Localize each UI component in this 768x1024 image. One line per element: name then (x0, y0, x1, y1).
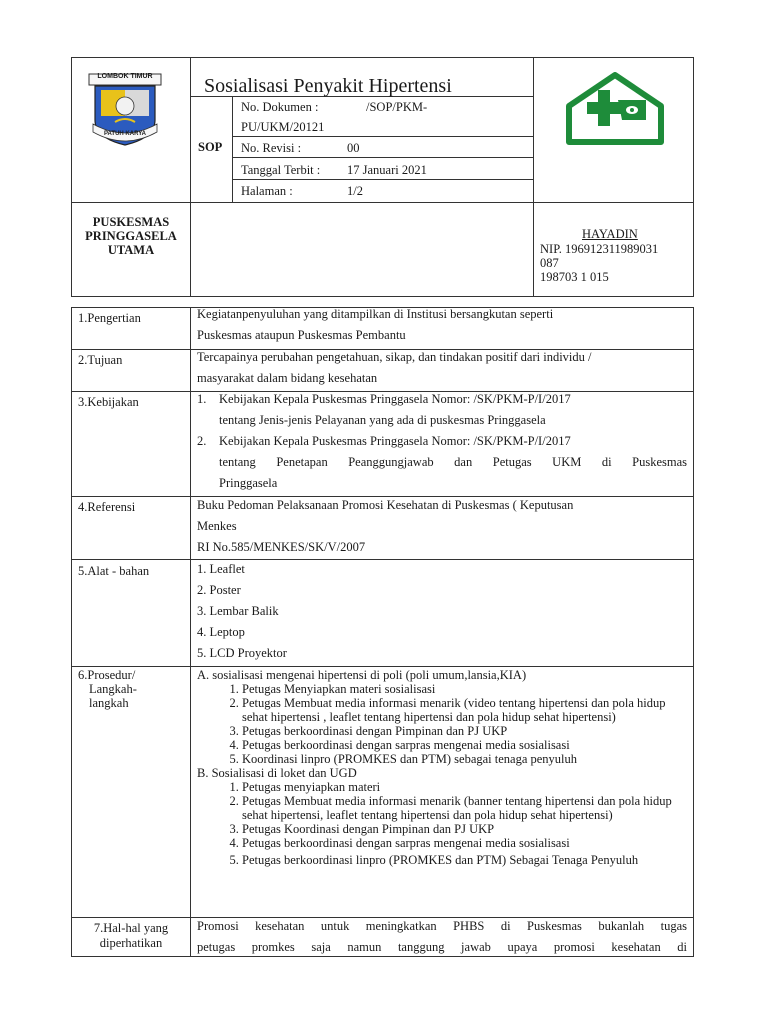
puskesmas-logo (566, 72, 664, 146)
alat-item-1: 1. Leaflet (197, 562, 245, 576)
org-name-line-1: PUSKESMAS (92, 215, 170, 229)
body-pengertian (197, 304, 687, 346)
tujuan-line-2: masyarakat dalam bidang kesehatan (197, 371, 378, 385)
label-prosedur (78, 668, 137, 710)
pengertian-line-2: Puskesmas ataupun Puskesmas Pembantu (197, 328, 406, 342)
sop-divider (232, 96, 233, 203)
meta-tanggal-key: Tanggal Terbit : (241, 163, 321, 177)
prosedur-a-list (197, 682, 689, 766)
body-alat-bahan (197, 559, 687, 664)
hal-label-line-2: diperhatikan (99, 936, 163, 950)
meta-doc-key: No. Dokumen : (241, 100, 319, 114)
meta-revisi-value: 00 (347, 141, 360, 155)
prosedur-label-line-1: 6.Prosedur/ (78, 668, 136, 682)
prosedur-a-item: 3. Petugas berkoordinasi dengan Pimpinan dan PJ UKP (242, 724, 689, 738)
header-border-mid (71, 202, 694, 203)
alat-item-2: 2. Poster (197, 583, 241, 597)
prosedur-b-item: 5. Petugas berkoordinasi linpro (PROMKES dan PTM) Sebagai Tenaga Penyuluh (242, 850, 689, 871)
body-referensi (197, 495, 687, 558)
emblem-bottom-text: PATUH KARYA (103, 131, 146, 137)
prosedur-b-item: 3. Petugas Koordinasi dengan Pimpinan dan PJ UKP (242, 822, 689, 836)
org-name-line-3: UTAMA (107, 243, 155, 257)
meta-tanggal-value: 17 Januari 2021 (347, 163, 427, 177)
signatory-name: HAYADIN (582, 227, 638, 241)
meta-doc-continuation: PU/UKM/20121 (241, 120, 325, 134)
alat-item-4: 4. Leptop (197, 625, 245, 639)
referensi-line-3: RI No.585/MENKES/SK/V/2007 (197, 540, 366, 554)
body-border-right (693, 307, 694, 957)
org-name-line-2: PRINGGASELA (85, 229, 177, 243)
row-divider-5 (71, 666, 694, 667)
body-hal (197, 916, 687, 958)
header-border-top (71, 57, 694, 58)
prosedur-a-item: 1. Petugas Menyiapkan materi sosialisasi (242, 682, 689, 696)
label-alat-bahan: 5.Alat - bahan (78, 564, 150, 578)
meta-divider-2 (232, 157, 534, 158)
tujuan-line-1: Tercapainya perubahan pengetahuan, sikap, dan tindakan positif dari individu / (197, 350, 592, 364)
meta-revisi-key: No. Revisi : (241, 141, 302, 155)
hal-line-1: Promosi kesehatan untuk meningkatkan PHBS di Puskesmas bukanlah tugas (197, 919, 687, 933)
label-pengertian: 1.Pengertian (78, 311, 141, 325)
meta-halaman-key: Halaman : (241, 184, 293, 198)
prosedur-b-item: 4. Petugas berkoordinasi dengan sarpras mengenai media sosialisasi (242, 836, 689, 850)
puskesmas-cross-icon (566, 72, 664, 146)
alat-item-5: 5. LCD Proyektor (197, 646, 287, 660)
header-col1-divider (190, 57, 191, 297)
referensi-line-1: Buku Pedoman Pelaksanaan Promosi Kesehatan di Puskesmas ( Keputusan (197, 498, 574, 512)
kebijakan-item-2-number: 2. (197, 434, 207, 448)
prosedur-a-item: 4. Petugas berkoordinasi dengan sarpras mengenai media sosialisasi (242, 738, 689, 752)
hal-label-line-1: 7.Hal-hal yang (93, 921, 169, 935)
label-hal (72, 921, 190, 951)
lombok-timur-emblem (87, 72, 163, 148)
document-title: Sosialisasi Penyakit Hipertensi (204, 75, 452, 97)
prosedur-a-item: 2. Petugas Membuat media informasi menarik (video tentang hipertensi dan pola hidup sehat hipertensi , leaflet tentang hipertensi dan pola hidup sehat hipertensi) (242, 696, 689, 724)
prosedur-b-heading: B. Sosialisasi di loket dan UGD (197, 766, 357, 780)
nip-line-3: 198703 1 015 (540, 270, 609, 284)
body-tujuan (197, 347, 687, 389)
kebijakan-item-1-number: 1. (197, 392, 207, 406)
kebijakan-item-2 (197, 431, 687, 494)
sop-label: SOP (198, 140, 223, 154)
emblem-top-text: LOMBOK TIMUR (97, 73, 153, 80)
alat-item-3: 3. Lembar Balik (197, 604, 279, 618)
hal-line-2: petugas promkes saja namun tanggung jawab upaya promosi kesehatan di (197, 940, 687, 954)
kebijakan-item-1-line-2: tentang Jenis-jenis Pelayanan yang ada di puskesmas Pringgasela (219, 413, 546, 427)
prosedur-a-heading: A. sosialisasi mengenai hipertensi di poli (poli umum,lansia,KIA) (197, 668, 527, 682)
body-col-divider (190, 307, 191, 957)
kebijakan-item-2-line-2: tentang Penetapan Peanggungjawab dan Petugas UKM di Puskesmas (219, 455, 687, 469)
kebijakan-item-2-line-1: Kebijakan Kepala Puskesmas Pringgasela Nomor: /SK/PKM-P/I/2017 (219, 434, 571, 448)
kebijakan-item-2-line-3: Pringgasela (219, 476, 278, 490)
prosedur-label-line-2: Langkah- (89, 682, 137, 696)
prosedur-b-list (197, 780, 689, 871)
kebijakan-item-1 (197, 389, 687, 431)
org-name (72, 215, 190, 257)
meta-divider-1 (232, 136, 534, 137)
pengertian-line-1: Kegiatanpenyuluhan yang ditampilkan di Institusi bersangkutan seperti (197, 307, 554, 321)
header-border-right (693, 57, 694, 297)
meta-divider-3 (232, 179, 534, 180)
prosedur-b-item: 2. Petugas Membuat media informasi menarik (banner tentang hipertensi dan pola hidup sehat hipertensi, leaflet tentang hipertensi dan pola hidup sehat hipertensi) (242, 794, 689, 822)
meta-doc-value: /SOP/PKM- (366, 100, 428, 114)
meta-halaman-value: 1/2 (347, 184, 363, 198)
body-kebijakan (197, 389, 687, 494)
label-kebijakan: 3.Kebijakan (78, 395, 139, 409)
body-border-left (71, 307, 72, 957)
header-border-bottom (71, 296, 694, 297)
referensi-line-2: Menkes (197, 519, 237, 533)
label-tujuan: 2.Tujuan (78, 353, 123, 367)
body-prosedur (197, 668, 689, 871)
prosedur-label-line-3: langkah (89, 696, 129, 710)
prosedur-a-item: 5. Koordinasi linpro (PROMKES dan PTM) sebagai tenaga penyuluh (242, 752, 689, 766)
nip-line-1: NIP. 196912311989031 (540, 242, 659, 256)
nip-line-2: 087 (540, 256, 559, 270)
header-col3-divider (533, 57, 534, 297)
prosedur-b-item: 1. Petugas menyiapkan materi (242, 780, 689, 794)
label-referensi: 4.Referensi (78, 500, 136, 514)
kebijakan-item-1-line-1: Kebijakan Kepala Puskesmas Pringgasela Nomor: /SK/PKM-P/I/2017 (219, 392, 571, 406)
header-border-left (71, 57, 72, 297)
